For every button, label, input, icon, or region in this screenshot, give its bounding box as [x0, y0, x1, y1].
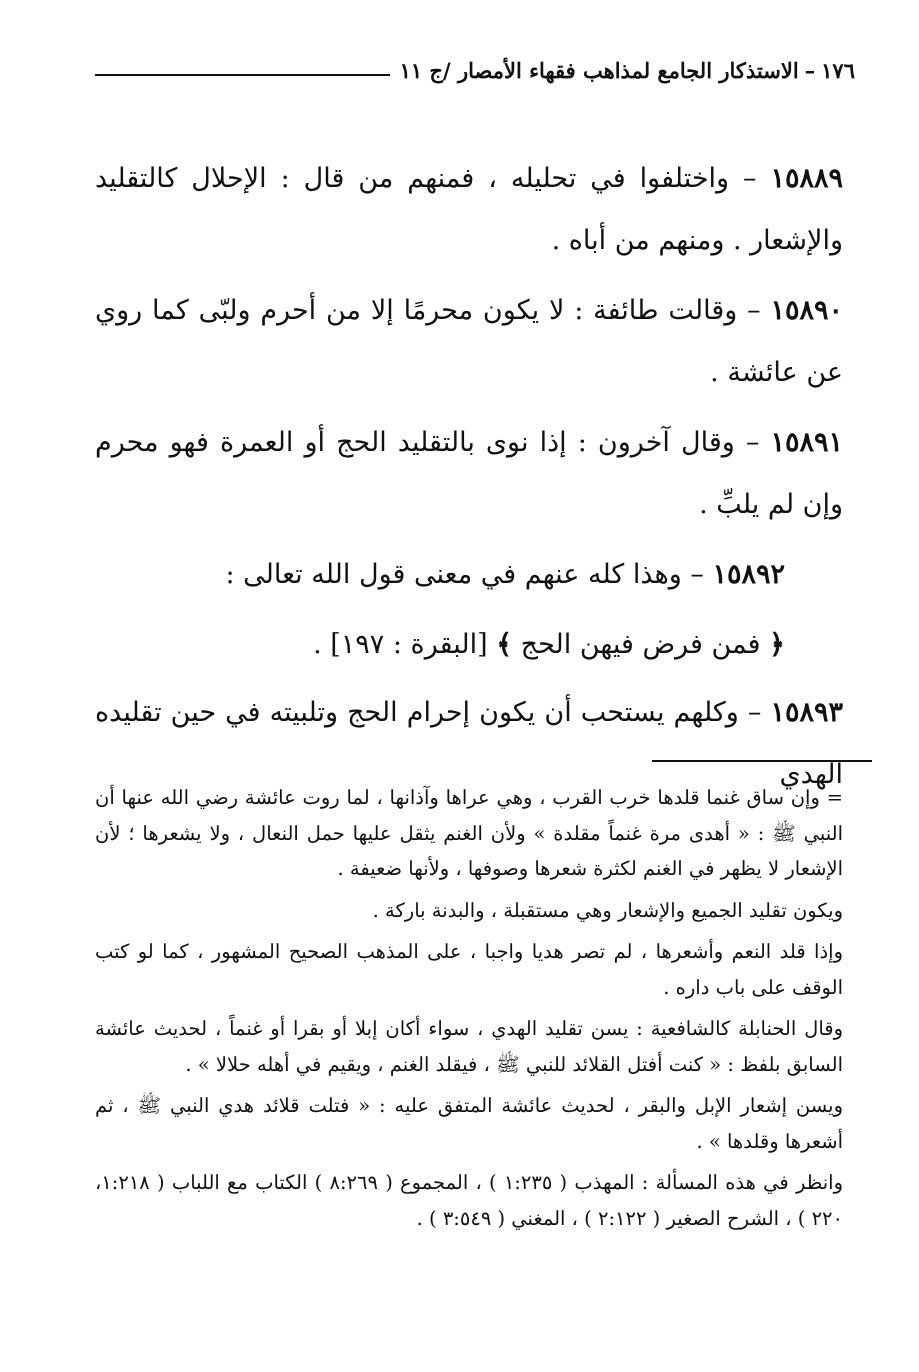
paragraph-number: ١٥٨٨٩: [770, 163, 843, 194]
paragraph-15892: ١٥٨٩٢ – وهذا كله عنهم في معنى قول الله تعالى :: [225, 559, 785, 590]
paragraph-15889: ١٥٨٨٩ – واختلفوا في تحليله ، فمنهم من قال : الإحلال كالتقليد والإشعار . ومنهم من أباه .: [95, 163, 843, 256]
paragraph-number: ١٥٨٩٣: [770, 697, 843, 728]
header-separator: –: [804, 58, 816, 83]
paragraph-text: واختلفوا في تحليله ، فمنهم من قال : الإحلال كالتقليد والإشعار . ومنهم من أباه .: [95, 163, 843, 256]
paragraph-text: وهذا كله عنهم في معنى قول الله تعالى :: [225, 559, 682, 590]
header-rule: [95, 74, 390, 76]
main-text: [95, 148, 843, 814]
footnote-paragraph: ويسن إشعار الإبل والبقر ، لحديث عائشة المتفق عليه : « فتلت قلائد هدي النبي ﷺ ، ثم أشعرها وقلدها » .: [95, 1094, 843, 1153]
footnote-paragraph: وقال الحنابلة كالشافعية : يسن تقليد الهدي ، سواء أكان إبلا أو بقرا أو غنماً ، لحديث عائشة السابق بلفظ : « كنت أفتل القلائد للنبي ﷺ ، فيقلد الغنم ، ويقيم في أهله حلالا » .: [95, 1017, 843, 1076]
footnote-paragraph: = وإن ساق غنما قلدها خرب القرب ، وهي عراها وآذانها ، لما روت عائشة رضي الله عنها أن النبي ﷺ : « أهدى مرة غنماً مقلدة » ولأن الغنم يثقل عليها حمل النعال ، ولا يشعرها ؛ لأن الإشعار لا يظهر في الغنم لكثرة شعرها وصوفها ، ولأنها ضعيفة .: [95, 786, 843, 880]
footnotes: [95, 780, 843, 1242]
footnote-rule: [652, 760, 872, 762]
paragraph-15893: ١٥٨٩٣ – وكلهم يستحب أن يكون إحرام الحج وتلبيته في حين تقليده الهدي: [95, 697, 843, 790]
paragraph-text: وكلهم يستحب أن يكون إحرام الحج وتلبيته في حين تقليده الهدي: [95, 697, 843, 790]
paragraph-number: ١٥٨٩١: [770, 427, 843, 458]
paragraph-number: ١٥٨٩٠: [770, 295, 843, 326]
paragraph-number: ١٥٨٩٢: [712, 559, 785, 590]
verse-close-bracket: ﴾: [496, 629, 513, 660]
verse-open-bracket: ﴿: [769, 629, 785, 660]
quran-verse: [95, 614, 843, 676]
footnote-references: وانظر في هذه المسألة : المهذب ( ١:٢٣٥ ) ، المجموع ( ٨:٢٦٩ ) الكتاب مع اللباب ( ١:٢١٨، ٢٢٠ ) ، الشرح الصغير ( ٢:١٢٢ ) ، المغني ( ٣:٥٤٩ ) .: [95, 1171, 843, 1230]
paragraph-15890: ١٥٨٩٠ – وقالت طائفة : لا يكون محرمًا إلا من أحرم ولبّى كما روي عن عائشة .: [95, 295, 843, 388]
footnote-paragraph: وإذا قلد النعم وأشعرها ، لم تصر هديا واجبا ، على المذهب الصحيح المشهور ، كما لو كتب الوقف على باب داره .: [95, 940, 843, 999]
footnote-paragraph: ويكون تقليد الجميع والإشعار وهي مستقبلة ، والبدنة باركة .: [372, 898, 843, 922]
verse-reference: [البقرة : ١٩٧] .: [313, 629, 488, 660]
paragraph-text: وقال آخرون : إذا نوى بالتقليد الحج أو العمرة فهو محرم وإن لم يلبِّ .: [95, 427, 843, 520]
page-number: ١٧٦: [821, 58, 855, 83]
page-header: [95, 58, 855, 83]
verse-text: فمن فرض فيهن الحج: [520, 629, 761, 660]
paragraph-text: وقالت طائفة : لا يكون محرمًا إلا من أحرم ولبّى كما روي عن عائشة .: [95, 295, 843, 388]
running-title: الاستذكار الجامع لمذاهب فقهاء الأمصار /ج ١١: [399, 58, 799, 83]
paragraph-15891: ١٥٨٩١ – وقال آخرون : إذا نوى بالتقليد الحج أو العمرة فهو محرم وإن لم يلبِّ .: [95, 427, 843, 520]
